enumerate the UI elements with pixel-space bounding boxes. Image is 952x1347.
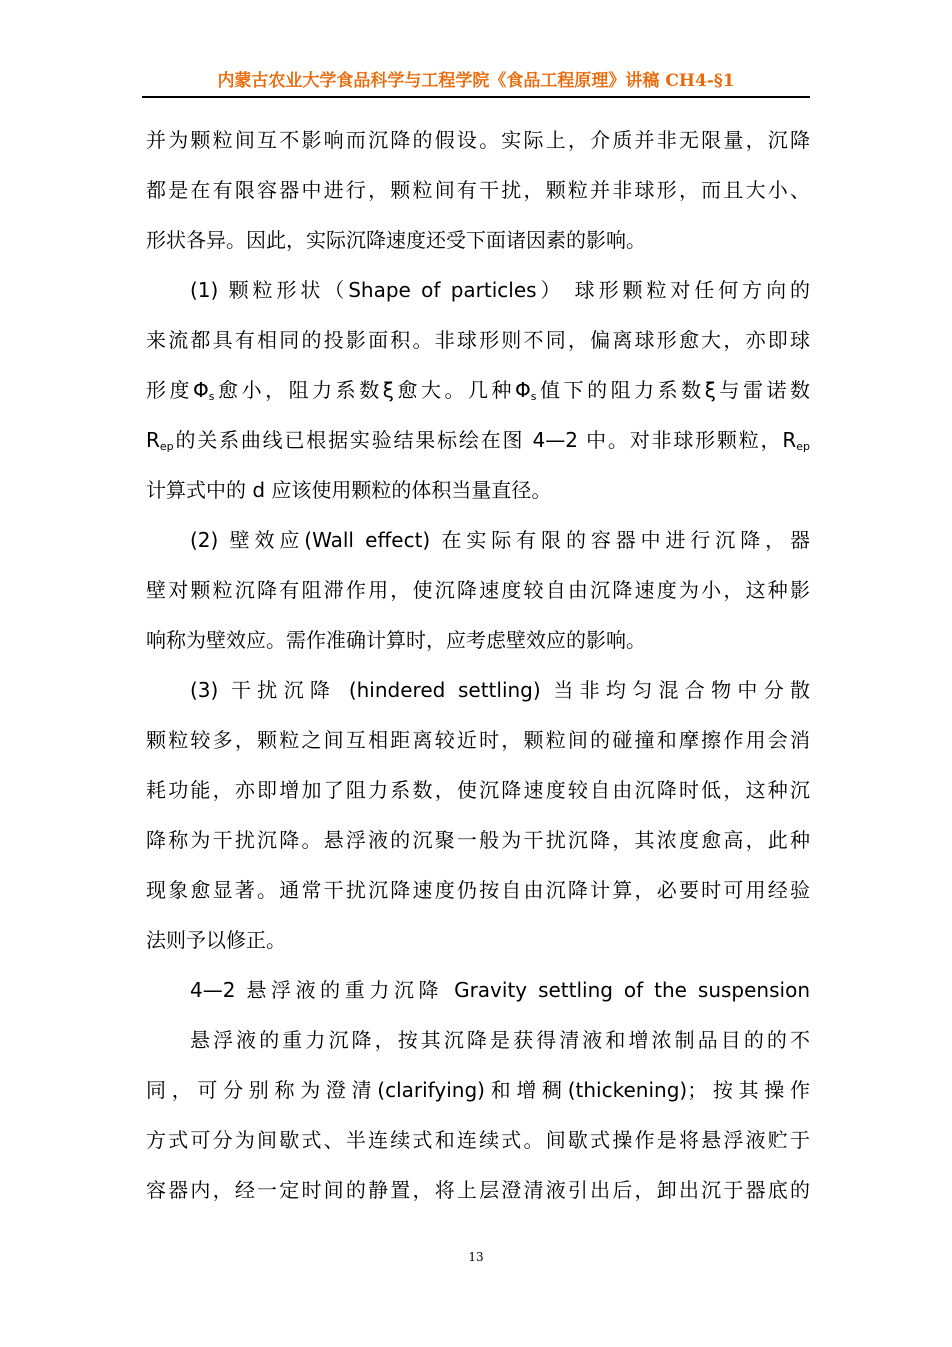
text-segment: 值下的阻力系数ξ与雷诺数 [536, 378, 810, 402]
text-line-with-subscripts [146, 415, 810, 465]
subscript: ep [159, 440, 174, 453]
text-line: 方式可分为间歇式、半连续式和连续式。间歇式操作是将悬浮液贮于 [146, 1128, 810, 1152]
header-title: 内蒙古农业大学食品科学与工程学院《食品工程原理》讲稿 CH4-§1 [217, 71, 735, 91]
text-line: 计算式中的 d 应该使用颗粒的体积当量直径。 [146, 478, 552, 502]
text-line: 并为颗粒间互不影响而沉降的假设。实际上，介质并非无限量，沉降 [146, 128, 810, 152]
subscript: s [530, 390, 537, 403]
text-line-with-subscripts [146, 365, 810, 415]
text-line: 形状各异。因此，实际沉降速度还受下面诸因素的影响。 [146, 228, 646, 252]
page-footer [0, 1250, 952, 1264]
paragraph-heading-hindered-settling: (3) 干扰沉降 (hindered settling) 当非均匀混合物中分散 [190, 678, 810, 702]
section-heading: 4—2 悬浮液的重力沉降 Gravity settling of the suspension [190, 978, 810, 1002]
text-line: 都是在有限容器中进行，颗粒间有干扰，颗粒并非球形，而且大小、 [146, 178, 810, 202]
text-line: 降称为干扰沉降。悬浮液的沉聚一般为干扰沉降，其浓度愈高，此种 [146, 828, 810, 852]
text-line: 法则予以修正。 [146, 928, 286, 952]
paragraph-heading-particle-shape: (1) 颗粒形状（Shape of particles） 球形颗粒对任何方向的 [190, 278, 810, 302]
text-segment: 形度Φ [146, 378, 209, 402]
text-segment: 的关系曲线已根据实验结果标绘在图 4—2 中。对非球形颗粒，R [173, 428, 797, 452]
subscript: ep [796, 440, 810, 453]
text-line: 来流都具有相同的投影面积。非球形则不同，偏离球形愈大，亦即球 [146, 328, 810, 352]
page-number: 13 [468, 1250, 484, 1264]
text-line: 颗粒较多，颗粒之间互相距离较近时，颗粒间的碰撞和摩擦作用会消 [146, 728, 810, 752]
text-segment: 愈小，阻力系数ξ愈大。几种Φ [214, 378, 531, 402]
text-line: 悬浮液的重力沉降，按其沉降是获得清液和增浓制品目的的不 [190, 1028, 810, 1052]
text-line: 现象愈显著。通常干扰沉降速度仍按自由沉降计算，必要时可用经验 [146, 878, 810, 902]
text-line: 壁对颗粒沉降有阻滞作用，使沉降速度较自由沉降速度为小，这种影 [146, 578, 810, 602]
paragraph-heading-wall-effect: (2) 壁效应(Wall effect) 在实际有限的容器中进行沉降，器 [190, 528, 810, 552]
subscript: s [208, 390, 215, 403]
body-text [146, 115, 810, 1215]
text-line: 同，可分别称为澄清(clarifying)和增稠(thickening)；按其操作 [146, 1078, 810, 1102]
text-line: 耗功能，亦即增加了阻力系数，使沉降速度较自由沉降时低，这种沉 [146, 778, 810, 802]
text-line: 响称为壁效应。需作准确计算时，应考虑壁效应的影响。 [146, 628, 646, 652]
page-header [142, 66, 810, 98]
text-segment: R [146, 428, 160, 452]
text-line: 容器内，经一定时间的静置，将上层澄清液引出后，卸出沉于器底的 [146, 1178, 810, 1202]
